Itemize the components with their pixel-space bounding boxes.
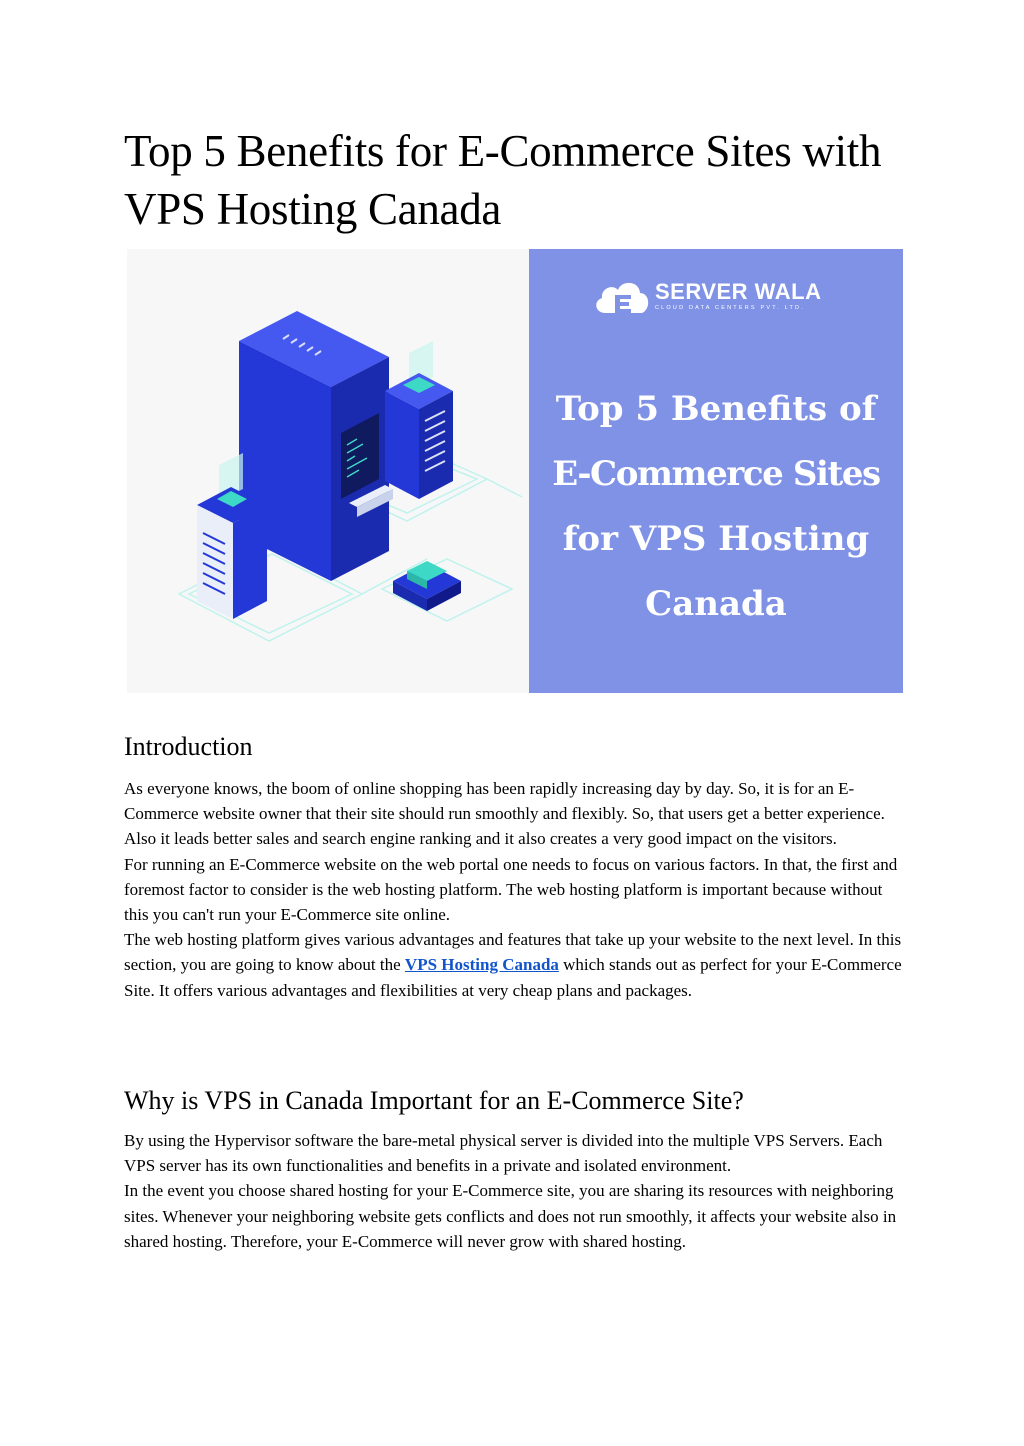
- paragraph: For running an E-Commerce website on the web portal one needs to focus on various factors. In that, the first and foremost factor to consider is the web hosting platform. The web hosting platform is important because without this you can't run your E-Commerce site online.: [124, 854, 898, 925]
- introduction-body: [124, 776, 904, 1003]
- hero-title-panel: [529, 249, 903, 693]
- vps-hosting-canada-link[interactable]: VPS Hosting Canada: [404, 955, 559, 975]
- banner-line: for VPS Hosting: [562, 519, 870, 559]
- page-title: Top 5 Benefits for E-Commerce Sites with VPS Hosting Canada: [124, 126, 882, 234]
- paragraph: As everyone knows, the boom of online shopping has been rapidly increasing day by day. So, it is for an E-Commerce website owner that their site should run smoothly and flexibly. So, that users get a better experience. Also it leads better sales and search engine ranking and it also creates a very good impact on the visitors.: [124, 779, 885, 849]
- server-illustration: [127, 249, 529, 693]
- section-heading-why-vps: Why is VPS in Canada Important for an E-Commerce Site?: [124, 1086, 744, 1115]
- brand-tagline: CLOUD DATA CENTERS PVT. LTD.: [655, 305, 805, 311]
- hero-banner: [127, 249, 903, 693]
- section-heading-introduction: Introduction: [124, 732, 253, 761]
- hero-illustration: [127, 249, 529, 693]
- banner-line: Canada: [645, 584, 787, 624]
- hero-banner-text: [529, 377, 903, 637]
- banner-line: Top 5 Benefits of: [555, 389, 877, 429]
- paragraph: By using the Hypervisor software the bare-metal physical server is divided into the multiple VPS Servers. Each VPS server has its own functionalities and benefits in a private and isolated environment.: [124, 1131, 883, 1176]
- paragraph-text: The web hosting platform gives various advantages and features that take up your website to the next level. In this section, you are going to know about the: [124, 930, 902, 975]
- paragraph-text: which stands out as perfect for your E-Commerce Site. It offers various advantages and flexibilities at very cheap plans and packages.: [124, 955, 902, 1000]
- why-vps-body: [124, 1128, 904, 1254]
- server-rack-icon: [385, 341, 453, 499]
- paragraph: [124, 927, 904, 1003]
- brand-name: SERVER WALA: [655, 279, 822, 304]
- banner-line: E-Commerce Sites: [552, 454, 880, 494]
- paragraph: In the event you choose shared hosting for your E-Commerce site, you are sharing its resources with neighboring sites. Whenever your neighboring website gets conflicts and does not run smoothly, it affects your website also in shared hosting. Therefore, your E-Commerce will never grow with shared hosting.: [124, 1181, 897, 1251]
- cloud-logo-icon: [593, 275, 653, 319]
- brand-logo: [593, 275, 843, 319]
- server-cube-icon: [393, 561, 461, 611]
